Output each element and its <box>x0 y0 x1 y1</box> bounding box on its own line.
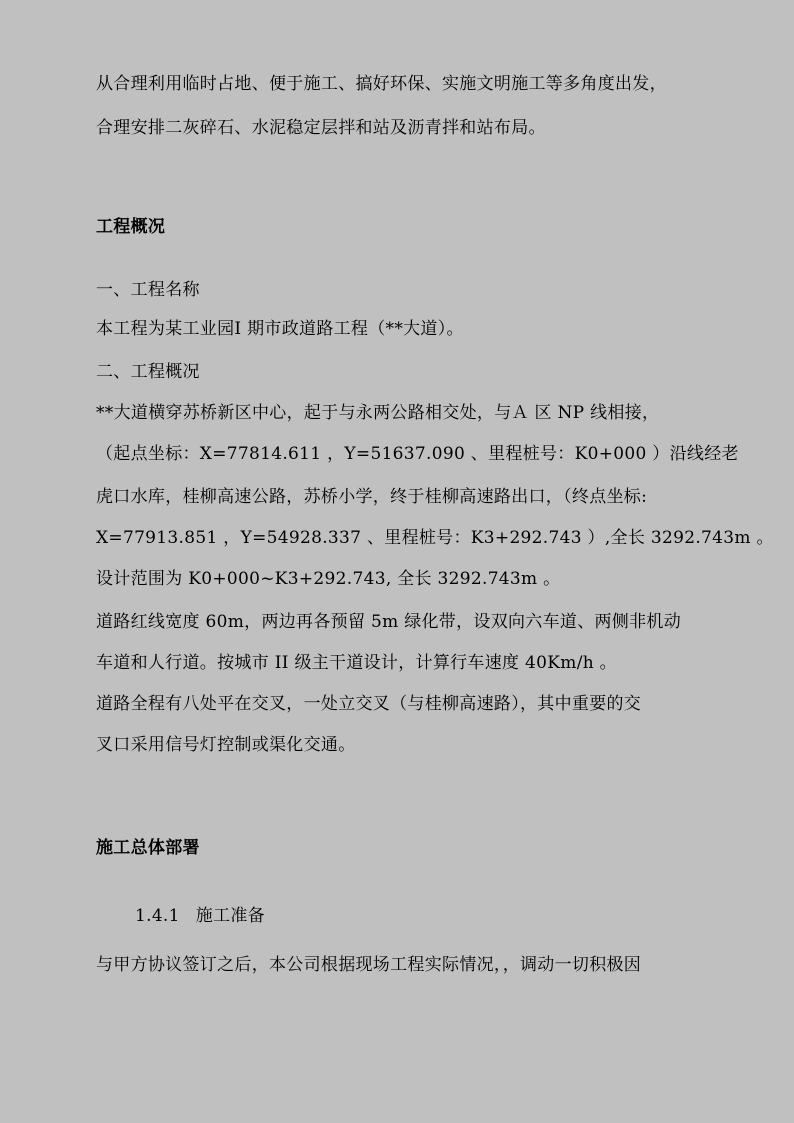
intro-line-1: 从合理利用临时占地、便于施工、搞好环保、实施文明施工等多角度出发， <box>96 74 667 94</box>
summary-p1-line-3: 虎口水库，桂柳高速公路，苏桥小学，终于桂柳高速路出口，（终点坐标: <box>96 487 648 507</box>
summary-p1-line-5: 设计范围为 K0+000~K3+292.743, 全长 3292.743m 。 <box>96 569 561 589</box>
section-heading-overview: 工程概况 <box>96 217 166 237</box>
deployment-p1-line-1: 与甲方协议签订之后，本公司根据现场工程实际情况，，调动一切积极因 <box>96 955 642 975</box>
summary-p1-line-4: X=77913.851 ，Y=54928.337 、里程桩号：K3+292.743 ）,全长 3292.743m 。 <box>96 528 774 548</box>
project-summary-title: 二、工程概况 <box>96 362 200 382</box>
summary-p1-line-1: **大道横穿苏桥新区中心，起于与永两公路相交处，与Ａ 区 NP 线相接， <box>96 403 660 423</box>
subsection-heading <box>135 904 265 928</box>
summary-p3-line-1: 道路全程有八处平在交叉，一处立交叉（与桂柳高速路），其中重要的交 <box>96 694 642 714</box>
subsection-number: 1.4.1 <box>135 906 180 926</box>
summary-p1-line-2: （起点坐标：X=77814.611 ，Y=51637.090 、里程桩号：K0+000 ）沿线经老 <box>96 444 739 464</box>
project-name-title: 一、工程名称 <box>96 280 200 300</box>
summary-p2-line-2: 车道和人行道。按城市 II 级主干道设计，计算行车速度 40Km/h 。 <box>96 653 617 673</box>
summary-p3-line-2: 叉口采用信号灯控制或渠化交通。 <box>96 735 356 755</box>
section-heading-deployment: 施工总体部署 <box>96 838 200 858</box>
intro-line-2: 合理安排二灰碎石、水泥稳定层拌和站及沥青拌和站布局。 <box>96 118 546 138</box>
summary-p2-line-1: 道路红线宽度 60m，两边再各预留 5m 绿化带，设双向六车道、两侧非机动 <box>96 612 681 632</box>
subsection-title: 施工准备 <box>195 906 265 926</box>
project-name-text: 本工程为某工业园Ⅰ 期市政道路工程（**大道）。 <box>96 319 464 339</box>
